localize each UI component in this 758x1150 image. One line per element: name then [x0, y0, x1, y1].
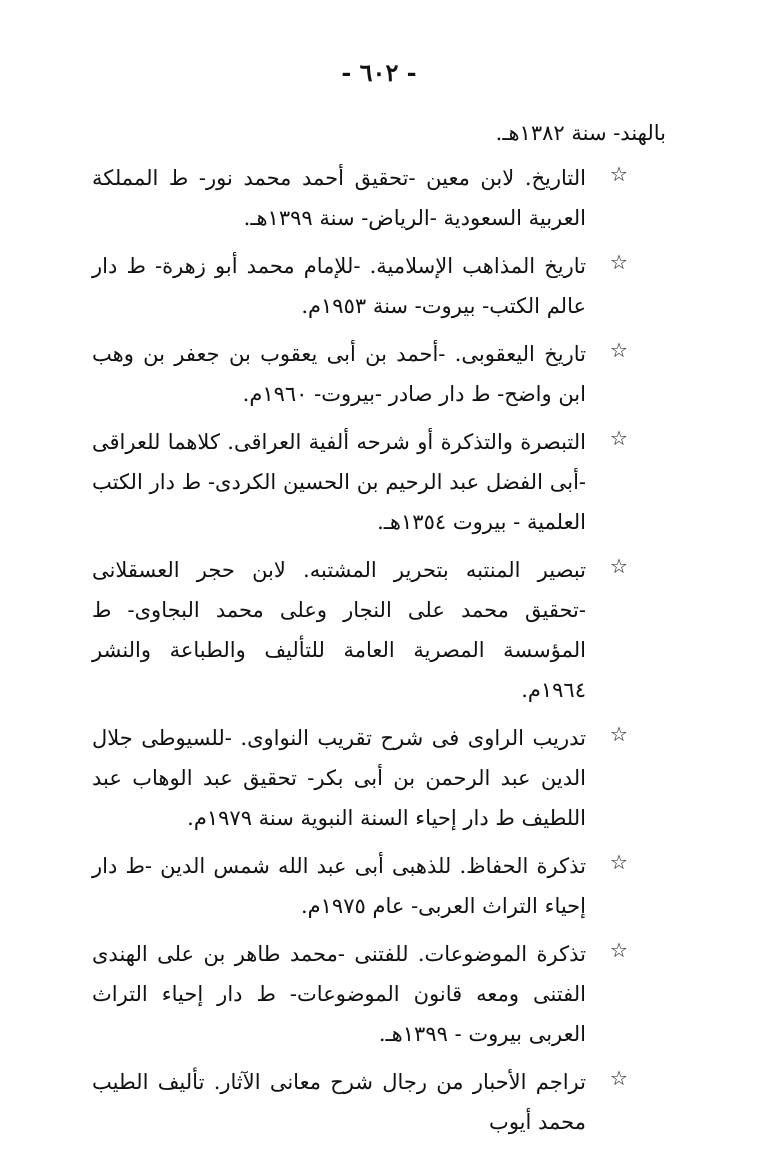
bibliography-entry — [0, 550, 758, 710]
entry-text: تبصير المنتبه بتحرير المشتبه. لابن حجر العسقلانى -تحقيق محمد على النجار وعلى محمد البجاوى- ط المؤسسة المصرية العامة للتأليف والطباعة والنشر ١٩٦٤م. — [92, 558, 586, 702]
star-bullet-icon: ☆ — [610, 554, 628, 578]
bibliography-entry — [0, 934, 758, 1054]
entry-text: تذكرة الحفاظ. للذهبى أبى عبد الله شمس الدين -ط دار إحياء التراث العربى- عام ١٩٧٥م. — [92, 854, 586, 918]
bibliography-entry — [0, 422, 758, 542]
continuation-line: بالهند- سنة ١٣٨٢هـ. — [495, 121, 666, 145]
bibliography-entry — [0, 846, 758, 926]
star-bullet-icon: ☆ — [610, 426, 628, 450]
bibliography-entry — [0, 158, 758, 238]
entry-text: تاريخ اليعقوبى. -أحمد بن أبى يعقوب بن جعفر بن وهب ابن واضح- ط دار صادر -بيروت- ١٩٦٠م. — [92, 342, 586, 406]
star-bullet-icon: ☆ — [610, 938, 628, 962]
star-bullet-icon: ☆ — [610, 1066, 628, 1090]
bibliography-entry — [0, 246, 758, 326]
entry-text: تذكرة الموضوعات. للفتنى -محمد طاهر بن على الهندى الفتنى ومعه قانون الموضوعات- ط دار إحياء التراث العربى بيروت - ١٣٩٩هـ. — [92, 942, 586, 1046]
bibliography-list — [0, 158, 758, 1150]
star-bullet-icon: ☆ — [610, 250, 628, 274]
bibliography-entry — [0, 718, 758, 838]
bibliography-entry — [0, 1062, 758, 1142]
entry-text: التبصرة والتذكرة أو شرحه ألفية العراقى. كلاهما للعراقى -أبى الفضل عبد الرحيم بن الحسين الكردى- ط دار الكتب العلمية - بيروت ١٣٥٤هـ. — [92, 430, 587, 534]
star-bullet-icon: ☆ — [610, 338, 628, 362]
entry-text: التاريخ. لابن معين -تحقيق أحمد محمد نور- ط المملكة العربية السعودية -الرياض- سنة ١٣٩٩هـ. — [92, 166, 586, 230]
star-bullet-icon: ☆ — [610, 850, 628, 874]
star-bullet-icon: ☆ — [610, 722, 628, 746]
entry-text: تاريخ المذاهب الإسلامية. -للإمام محمد أبو زهرة- ط دار عالم الكتب- بيروت- سنة ١٩٥٣م. — [92, 254, 586, 318]
entry-text: تراجم الأحبار من رجال شرح معانى الآثار. تأليف الطيب محمد أيوب — [92, 1070, 586, 1134]
page-number: - ٦٠٢ - — [341, 58, 417, 87]
star-bullet-icon: ☆ — [610, 162, 628, 186]
bibliography-entry — [0, 334, 758, 414]
entry-text: تدريب الراوى فى شرح تقريب النواوى. -للسيوطى جلال الدين عبد الرحمن بن أبى بكر- تحقيق عبد الوهاب عبد اللطيف ط دار إحياء السنة النبوية سنة ١٩٧٩م. — [92, 726, 586, 830]
